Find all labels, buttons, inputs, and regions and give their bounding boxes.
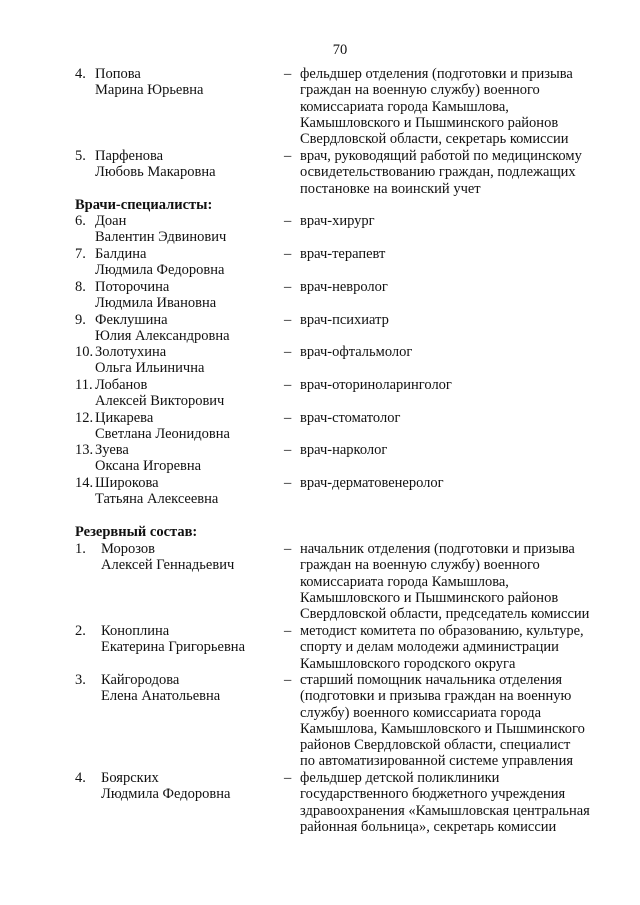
name-line: Алексей Геннадьевич [101,557,235,574]
name-line: Ольга Ильинична [95,360,205,377]
role-line: комиссариата города Камышлова, [300,98,509,115]
person-name [95,246,224,279]
item-number: 6. [75,213,86,229]
item-number: 7. [75,246,86,262]
role-line: врач-оториноларинголог [300,377,452,393]
dash-separator: – [284,246,292,262]
role-line: граждан на военную службу) военного [300,82,540,99]
person-role [300,770,620,835]
role-line: по автоматизированной системе управления [300,753,573,770]
person-role [300,377,620,393]
role-line: районная больница», секретарь комиссии [300,818,557,835]
name-line: Людмила Федоровна [95,262,225,279]
role-line: службу) военного комиссариата города [300,704,542,721]
item-number: 5. [75,148,86,164]
role-line: врач-дерматовенеролог [300,475,444,491]
name-line: Широкова [95,475,159,491]
person-role [300,246,620,262]
name-line: Валентин Эдвинович [95,229,227,246]
item-number: 8. [75,279,86,295]
role-line: врач-невролог [300,279,388,295]
role-line: методист комитета по образованию, культуре, [300,623,584,639]
item-number: 14. [75,475,94,491]
person-role [300,213,620,229]
name-line: Лобанов [95,377,148,393]
role-line: граждан на военную службу) военного [300,557,540,574]
person-role [300,344,620,360]
person-name [101,770,230,803]
dash-separator: – [284,344,292,360]
dash-separator: – [284,213,292,229]
name-line: Алексей Викторович [95,393,225,410]
dash-separator: – [284,148,292,164]
role-line: врач-терапевт [300,246,386,262]
name-line: Татьяна Алексеевна [95,491,219,508]
role-line: Камышловского и Пышминского районов [300,589,559,606]
person-name [95,312,230,345]
role-line: здравоохранения «Камышловская центральная [300,802,590,819]
person-role [300,672,620,770]
person-name [95,148,216,181]
dash-separator: – [284,279,292,295]
item-number: 13. [75,442,94,458]
person-name [101,541,234,574]
item-number: 10. [75,344,94,360]
person-role [300,66,620,147]
person-role [300,541,620,622]
role-line: освидетельствованию граждан, подлежащих [300,164,576,181]
name-line: Юлия Александровна [95,328,230,345]
name-line: Морозов [101,541,156,557]
name-line: Золотухина [95,344,167,360]
item-number: 4. [75,66,86,82]
role-line: комиссариата города Камышлова, [300,573,509,590]
person-name [95,66,203,99]
name-line: Феклушина [95,312,168,328]
person-name [101,623,245,656]
role-line: врач-нарколог [300,442,388,458]
name-line: Коноплина [101,623,170,639]
person-role [300,410,620,426]
name-line: Кайгородова [101,672,180,688]
role-line: врач, руководящий работой по медицинскому [300,148,582,164]
item-number: 2. [75,623,86,639]
name-line: Елена Анатольевна [101,688,221,705]
person-name [95,213,226,246]
dash-separator: – [284,475,292,491]
name-line: Попова [95,66,141,82]
item-number: 11. [75,377,93,393]
person-role [300,312,620,328]
dash-separator: – [284,410,292,426]
person-name [101,672,220,705]
doctors-heading: Врачи-специалисты: [75,197,213,213]
role-line: врач-стоматолог [300,410,401,426]
role-line: старший помощник начальника отделения [300,672,563,688]
name-line: Зуева [95,442,129,458]
role-line: фельдшер отделения (подготовки и призыва [300,66,573,82]
person-role [300,148,620,197]
role-line: Камышлова, Камышловского и Пышминского [300,720,585,737]
name-line: Балдина [95,246,147,262]
person-role [300,475,620,491]
person-name [95,475,218,508]
dash-separator: – [284,541,292,557]
role-line: врач-психиатр [300,312,389,328]
role-line: Свердловской области, секретарь комиссии [300,131,569,148]
name-line: Людмила Федоровна [101,786,231,803]
name-line: Екатерина Григорьевна [101,639,246,656]
name-line: Парфенова [95,148,164,164]
reserve-heading: Резервный состав: [75,524,198,540]
item-number: 3. [75,672,86,688]
dash-separator: – [284,672,292,688]
dash-separator: – [284,377,292,393]
role-line: врач-офтальмолог [300,344,413,360]
name-line: Оксана Игоревна [95,458,202,475]
item-number: 1. [75,541,86,557]
person-role [300,442,620,458]
role-line: постановке на воинский учет [300,180,481,197]
person-role [300,623,620,672]
person-name [95,279,216,312]
item-number: 12. [75,410,94,426]
name-line: Любовь Макаровна [95,164,216,181]
name-line: Людмила Ивановна [95,295,217,312]
dash-separator: – [284,312,292,328]
role-line: начальник отделения (подготовки и призыва [300,541,575,557]
name-line: Светлана Леонидовна [95,426,230,443]
dash-separator: – [284,623,292,639]
role-line: врач-хирург [300,213,375,229]
name-line: Поторочина [95,279,170,295]
role-line: спорту и делам молодежи администрации [300,639,559,656]
name-line: Боярских [101,770,159,786]
dash-separator: – [284,442,292,458]
name-line: Доан [95,213,127,229]
person-name [95,442,201,475]
name-line: Цикарева [95,410,154,426]
dash-separator: – [284,66,292,82]
role-line: районов Свердловской области, специалист [300,737,571,754]
name-line: Марина Юрьевна [95,82,204,99]
role-line: фельдшер детской поликлиники [300,770,500,786]
person-name [95,344,204,377]
role-line: Свердловской области, председатель комиссии [300,606,590,623]
person-name [95,410,230,443]
person-role [300,279,620,295]
item-number: 9. [75,312,86,328]
role-line: государственного бюджетного учреждения [300,786,566,803]
person-name [95,377,224,410]
role-line: Камышловского и Пышминского районов [300,114,559,131]
dash-separator: – [284,770,292,786]
role-line: (подготовки и призыва граждан на военную [300,688,572,705]
item-number: 4. [75,770,86,786]
role-line: Камышловского городского округа [300,655,516,672]
page-number: 70 [332,42,348,58]
